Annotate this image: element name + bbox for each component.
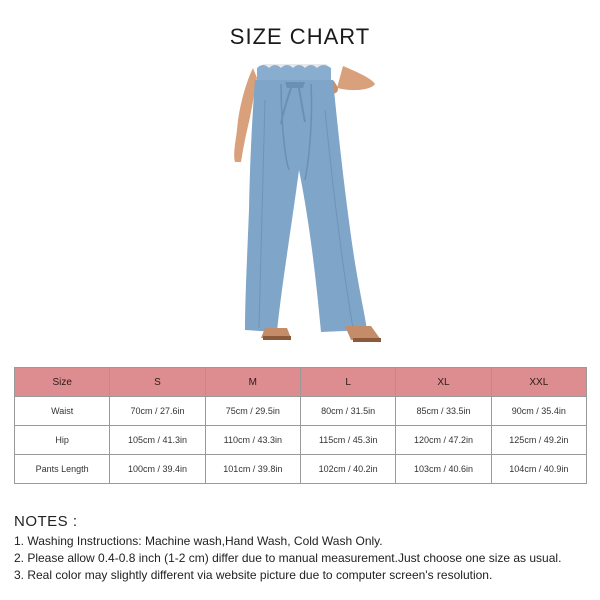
table-cell: 101cm / 39.8in	[205, 455, 300, 484]
row-label: Hip	[15, 426, 110, 455]
table-cell: 105cm / 41.3in	[110, 426, 205, 455]
table-row-hip	[15, 426, 587, 455]
note-item-color: 3. Real color may slightly different via website picture due to computer screen's resolution.	[14, 568, 493, 582]
table-cell: 120cm / 47.2in	[396, 426, 491, 455]
header-size: Size	[15, 368, 110, 397]
header-xl: XL	[396, 368, 491, 397]
table-cell: 125cm / 49.2in	[491, 426, 586, 455]
table-cell: 80cm / 31.5in	[300, 397, 395, 426]
row-label: Pants Length	[15, 455, 110, 484]
table-cell: 70cm / 27.6in	[110, 397, 205, 426]
table-cell: 104cm / 40.9in	[491, 455, 586, 484]
table-cell: 102cm / 40.2in	[300, 455, 395, 484]
page-title: SIZE CHART	[229, 24, 371, 49]
table-cell: 85cm / 33.5in	[396, 397, 491, 426]
table-row-pants-length	[15, 455, 587, 484]
size-chart-table	[14, 367, 587, 484]
table-row-waist	[15, 397, 587, 426]
table-cell: 100cm / 39.4in	[110, 455, 205, 484]
notes-heading: NOTES :	[14, 513, 78, 530]
header-m: M	[205, 368, 300, 397]
table-cell: 75cm / 29.5in	[205, 397, 300, 426]
table-cell: 103cm / 40.6in	[396, 455, 491, 484]
pants-model-image	[225, 60, 385, 345]
header-xxl: XXL	[491, 368, 586, 397]
notes-section	[14, 513, 589, 584]
row-label: Waist	[15, 397, 110, 426]
header-s: S	[110, 368, 205, 397]
table-cell: 115cm / 45.3in	[300, 426, 395, 455]
table-cell: 110cm / 43.3in	[205, 426, 300, 455]
table-header-row	[15, 368, 587, 397]
table-cell: 90cm / 35.4in	[491, 397, 586, 426]
header-l: L	[300, 368, 395, 397]
note-item-washing: 1. Washing Instructions: Machine wash,Hand Wash, Cold Wash Only.	[14, 534, 383, 548]
note-item-measurement: 2. Please allow 0.4-0.8 inch (1-2 cm) differ due to manual measurement.Just choose one size as usual.	[14, 551, 562, 565]
